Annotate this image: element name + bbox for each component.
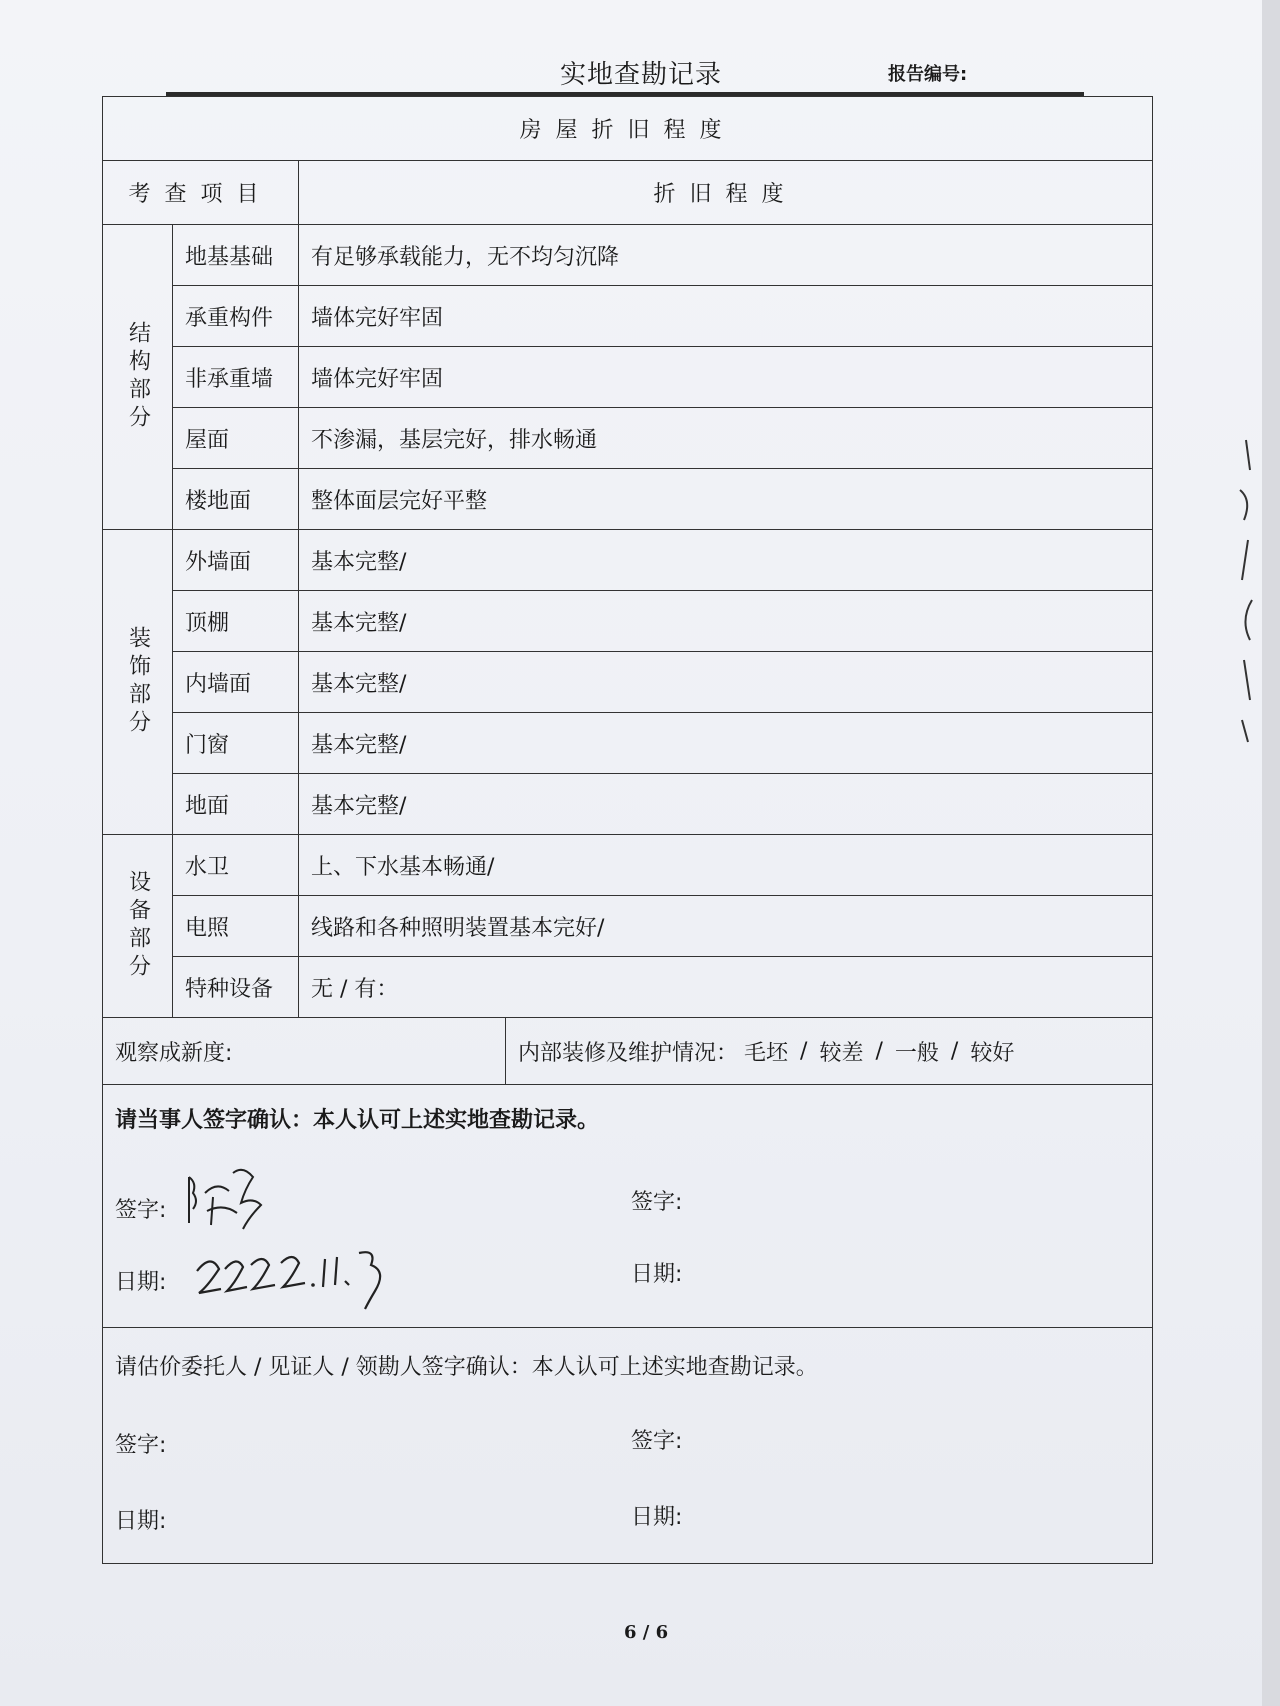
group-decoration bbox=[103, 530, 173, 835]
observation-label: 观察成新度: bbox=[103, 1018, 506, 1084]
page-number: 6 / 6 bbox=[624, 1622, 669, 1643]
row-label: 特种设备 bbox=[173, 957, 299, 1018]
group-label: 装饰部分 bbox=[125, 626, 151, 738]
second-date-label: 日期: bbox=[631, 1262, 683, 1287]
section-title: 房屋折旧程度 bbox=[103, 97, 1153, 161]
row-label: 顶棚 bbox=[173, 591, 299, 652]
option-normal[interactable]: 一般 bbox=[894, 1040, 939, 1066]
document-title: 实地查勘记录 bbox=[560, 60, 723, 90]
separator: / bbox=[950, 1038, 959, 1064]
row-label: 地面 bbox=[173, 774, 299, 835]
row-label: 屋面 bbox=[173, 408, 299, 469]
row-value: 基本完整/ bbox=[299, 652, 1153, 713]
group-structure bbox=[103, 225, 173, 530]
witness-second-date-label: 日期: bbox=[631, 1505, 683, 1530]
row-label: 门窗 bbox=[173, 713, 299, 774]
party-sign-cell bbox=[103, 1085, 1153, 1328]
row-label: 非承重墙 bbox=[173, 347, 299, 408]
option-rough[interactable]: 毛坯 bbox=[744, 1040, 789, 1066]
edge-handwriting bbox=[1232, 430, 1262, 750]
option-good[interactable]: 较好 bbox=[970, 1040, 1015, 1066]
row-value: 有足够承载能力，无不均匀沉降 bbox=[299, 225, 1153, 286]
handwritten-signature bbox=[183, 1163, 273, 1233]
row-label: 地基基础 bbox=[173, 225, 299, 286]
group-label: 设备部分 bbox=[125, 870, 151, 982]
report-number-label: 报告编号: bbox=[888, 64, 968, 85]
row-value: 线路和各种照明装置基本完好/ bbox=[299, 896, 1153, 957]
row-value: 墙体完好牢固 bbox=[299, 347, 1153, 408]
handwritten-date bbox=[191, 1235, 401, 1315]
second-sign-label: 签字: bbox=[631, 1190, 683, 1215]
row-label: 外墙面 bbox=[173, 530, 299, 591]
row-value: 基本完整/ bbox=[299, 774, 1153, 835]
party-date-label: 日期: bbox=[115, 1270, 167, 1295]
row-label: 承重构件 bbox=[173, 286, 299, 347]
party-sign-label: 签字: bbox=[115, 1198, 167, 1223]
inspection-table bbox=[102, 96, 1153, 1564]
column-header-item: 考查项目 bbox=[103, 161, 299, 225]
row-value: 不渗漏，基层完好，排水畅通 bbox=[299, 408, 1153, 469]
group-label: 结构部分 bbox=[125, 321, 151, 433]
header bbox=[0, 50, 1262, 100]
row-value: 墙体完好牢固 bbox=[299, 286, 1153, 347]
row-label: 电照 bbox=[173, 896, 299, 957]
witness-second-sign-label: 签字: bbox=[631, 1429, 683, 1454]
row-label: 内墙面 bbox=[173, 652, 299, 713]
observation-row bbox=[103, 1018, 1153, 1085]
row-value: 整体面层完好平整 bbox=[299, 469, 1153, 530]
separator: / bbox=[875, 1038, 883, 1064]
row-label: 楼地面 bbox=[173, 469, 299, 530]
witness-date-label: 日期: bbox=[115, 1509, 167, 1534]
row-value: 基本完整/ bbox=[299, 713, 1153, 774]
separator: / bbox=[800, 1038, 808, 1064]
witness-sign-cell bbox=[103, 1328, 1153, 1564]
row-value: 无 / 有： bbox=[299, 957, 1153, 1018]
interior-condition bbox=[506, 1018, 1152, 1084]
column-header-degree: 折旧程度 bbox=[299, 161, 1153, 225]
row-label: 水卫 bbox=[173, 835, 299, 896]
party-confirm-text: 请当事人签字确认：本人认可上述实地查勘记录。 bbox=[115, 1108, 600, 1133]
group-equipment bbox=[103, 835, 173, 1018]
option-poor[interactable]: 较差 bbox=[819, 1040, 864, 1066]
row-value: 基本完整/ bbox=[299, 530, 1153, 591]
witness-confirm-text: 请估价委托人 / 见证人 / 领勘人签字确认：本人认可上述实地查勘记录。 bbox=[115, 1355, 818, 1380]
row-value: 基本完整/ bbox=[299, 591, 1153, 652]
interior-label: 内部装修及维护情况： bbox=[518, 1040, 739, 1066]
witness-sign-label: 签字: bbox=[115, 1433, 167, 1458]
row-value: 上、下水基本畅通/ bbox=[299, 835, 1153, 896]
